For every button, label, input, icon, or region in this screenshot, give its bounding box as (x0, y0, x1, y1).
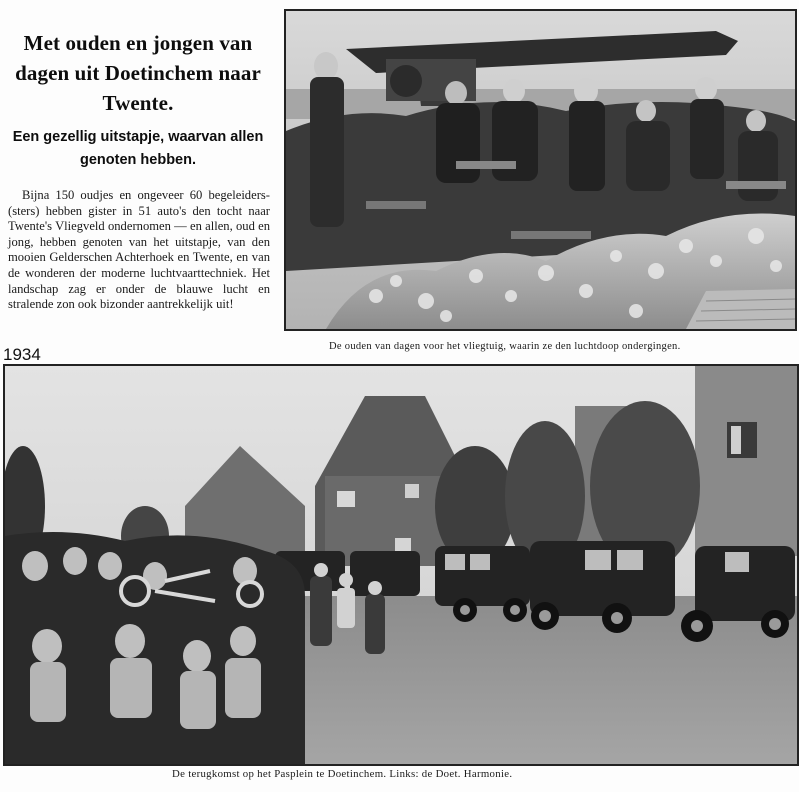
photo-square-illustration (5, 366, 797, 764)
year-label: 1934 (3, 345, 41, 364)
caption-bottom-photo: De terugkomst op het Pasplein te Doetinchem. Links: de Doet. Harmonie. (172, 768, 513, 780)
photo-airplane-elderly (284, 9, 797, 331)
caption-top-photo: De ouden van dagen voor het vliegtuig, waarin ze den luchtdoop ondergingen. (329, 341, 681, 352)
photo-airplane-illustration (286, 11, 795, 329)
photo-pasplein-return (3, 364, 799, 766)
article (6, 28, 270, 313)
headline: Met ouden en jongen van dagen uit Doetinchem naar Twente. (15, 31, 261, 115)
subheadline: Een gezellig uitstapje, waarvan allen genoten hebben. (12, 129, 264, 168)
article-body: Bijna 150 oudjes en ongeveer 60 begeleiders-(sters) hebben gister in 51 auto's den tocht naar Twente's Vliegveld ondernomen — en allen, oud en jong, hebben genoten van het uitstapje, van den mooien Gelderschen Achterhoek en Twente, en van de wonderen der moderne luchtvaarttechniek. Het landschap zag er onder de blauwe lucht en stralende zon ook bizonder aantrekkelijk uit! (8, 188, 270, 312)
